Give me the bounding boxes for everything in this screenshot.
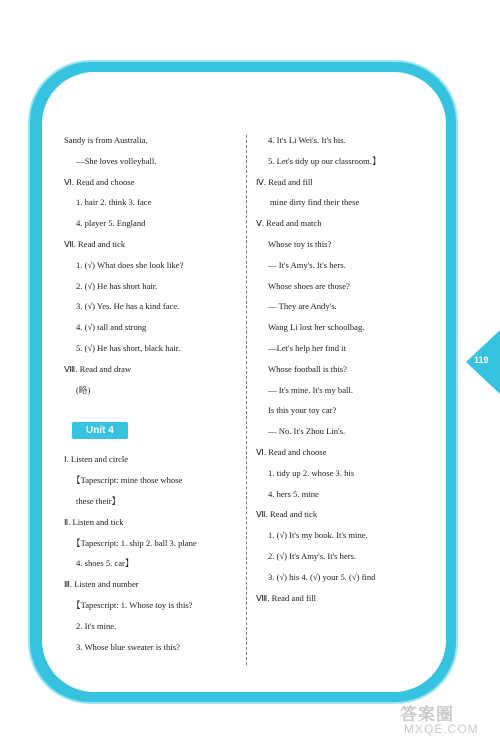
answer-line: 【Tapescript: mine those whose	[72, 475, 183, 486]
answer-line: (略)	[76, 384, 91, 395]
section-heading: Ⅳ. Read and fill	[256, 176, 313, 187]
left-column	[64, 130, 242, 657]
answer-line: Whose toy is this?	[268, 238, 332, 249]
answer-line: Sandy is from Australia.	[64, 135, 148, 145]
answer-line: 2. (√) He has short hair.	[76, 280, 158, 291]
answer-line: 1. (√) It's my book. It's mine.	[268, 530, 368, 541]
section-heading: Ⅶ. Read and tick	[64, 238, 126, 249]
answer-line: 5. Let's tidy up our classroom.】	[268, 155, 381, 166]
section-heading: Ⅵ. Read and choose	[64, 176, 135, 187]
answer-line: Is this your toy car?	[268, 405, 337, 416]
unit-label: Unit 4	[72, 422, 128, 439]
answer-line: —She loves volleyball.	[76, 155, 157, 166]
answer-line: 1. hair 2. think 3. face	[76, 197, 152, 208]
answer-line: 4. shoes 5. car】	[76, 558, 134, 569]
answer-line: — It's Amy's. It's hers.	[268, 259, 346, 270]
section-heading: Ⅷ. Read and fill	[256, 592, 317, 603]
section-heading: Ⅵ. Read and choose	[256, 446, 327, 457]
answer-line: 3. (√) Yes. He has a kind face.	[76, 301, 180, 312]
answer-line: — They are Andy's.	[268, 301, 337, 312]
answer-line: 4. It's Li Wei's. It's his.	[268, 135, 346, 145]
site-watermark	[400, 700, 495, 740]
section-heading: Ⅶ. Read and tick	[256, 509, 318, 520]
answer-line: 3. (√) his 4. (√) your 5. (√) find	[268, 571, 376, 582]
answer-line: Wang Li lost her schoolbag.	[268, 322, 365, 333]
section-heading: Ⅷ. Read and draw	[64, 363, 132, 374]
answer-line: 4. hers 5. mine	[268, 488, 319, 499]
answer-line: these their】	[76, 495, 121, 506]
section-heading: Ⅰ. Listen and circle	[64, 454, 129, 465]
answer-line: 1. tidy up 2. whose 3. his	[268, 467, 355, 478]
answer-line: 3. Whose blue sweater is this?	[76, 641, 180, 652]
answer-line: mine dirty find their these	[270, 197, 360, 208]
watermark-url: MXQE.COM	[404, 722, 479, 736]
answer-line: 2. (√) It's Amy's. It's hers.	[268, 550, 357, 561]
answer-line: —Let's help her find it	[268, 342, 346, 353]
answer-line: — It's mine. It's my ball.	[268, 384, 353, 395]
answer-line: 【Tapescript: 1. Whose toy is this?	[72, 599, 193, 610]
page-number: 119	[474, 355, 489, 365]
answer-line: 4. player 5. England	[76, 218, 146, 229]
section-heading: Ⅱ. Listen and tick	[64, 516, 124, 527]
answer-line: 4. (√) tall and strong	[76, 322, 147, 333]
watermark-logo-text: 答案圈	[400, 705, 454, 724]
section-heading: Ⅲ. Listen and number	[64, 579, 139, 590]
answer-line: — No. It's Zhou Lin's.	[268, 426, 346, 437]
answer-line: 2. It's mine.	[76, 620, 117, 631]
answer-line: 5. (√) He has short, black hair.	[76, 342, 181, 353]
section-heading: Ⅴ. Read and match	[256, 218, 322, 229]
right-column	[256, 130, 446, 608]
answer-line: Whose football is this?	[268, 363, 348, 374]
answer-line: Whose shoes are those?	[268, 280, 350, 291]
answer-line: 1. (√) What does she look like?	[76, 259, 184, 270]
column-divider	[246, 135, 247, 665]
answer-line: 【Tapescript: 1. ship 2. ball 3. plane	[72, 537, 197, 548]
